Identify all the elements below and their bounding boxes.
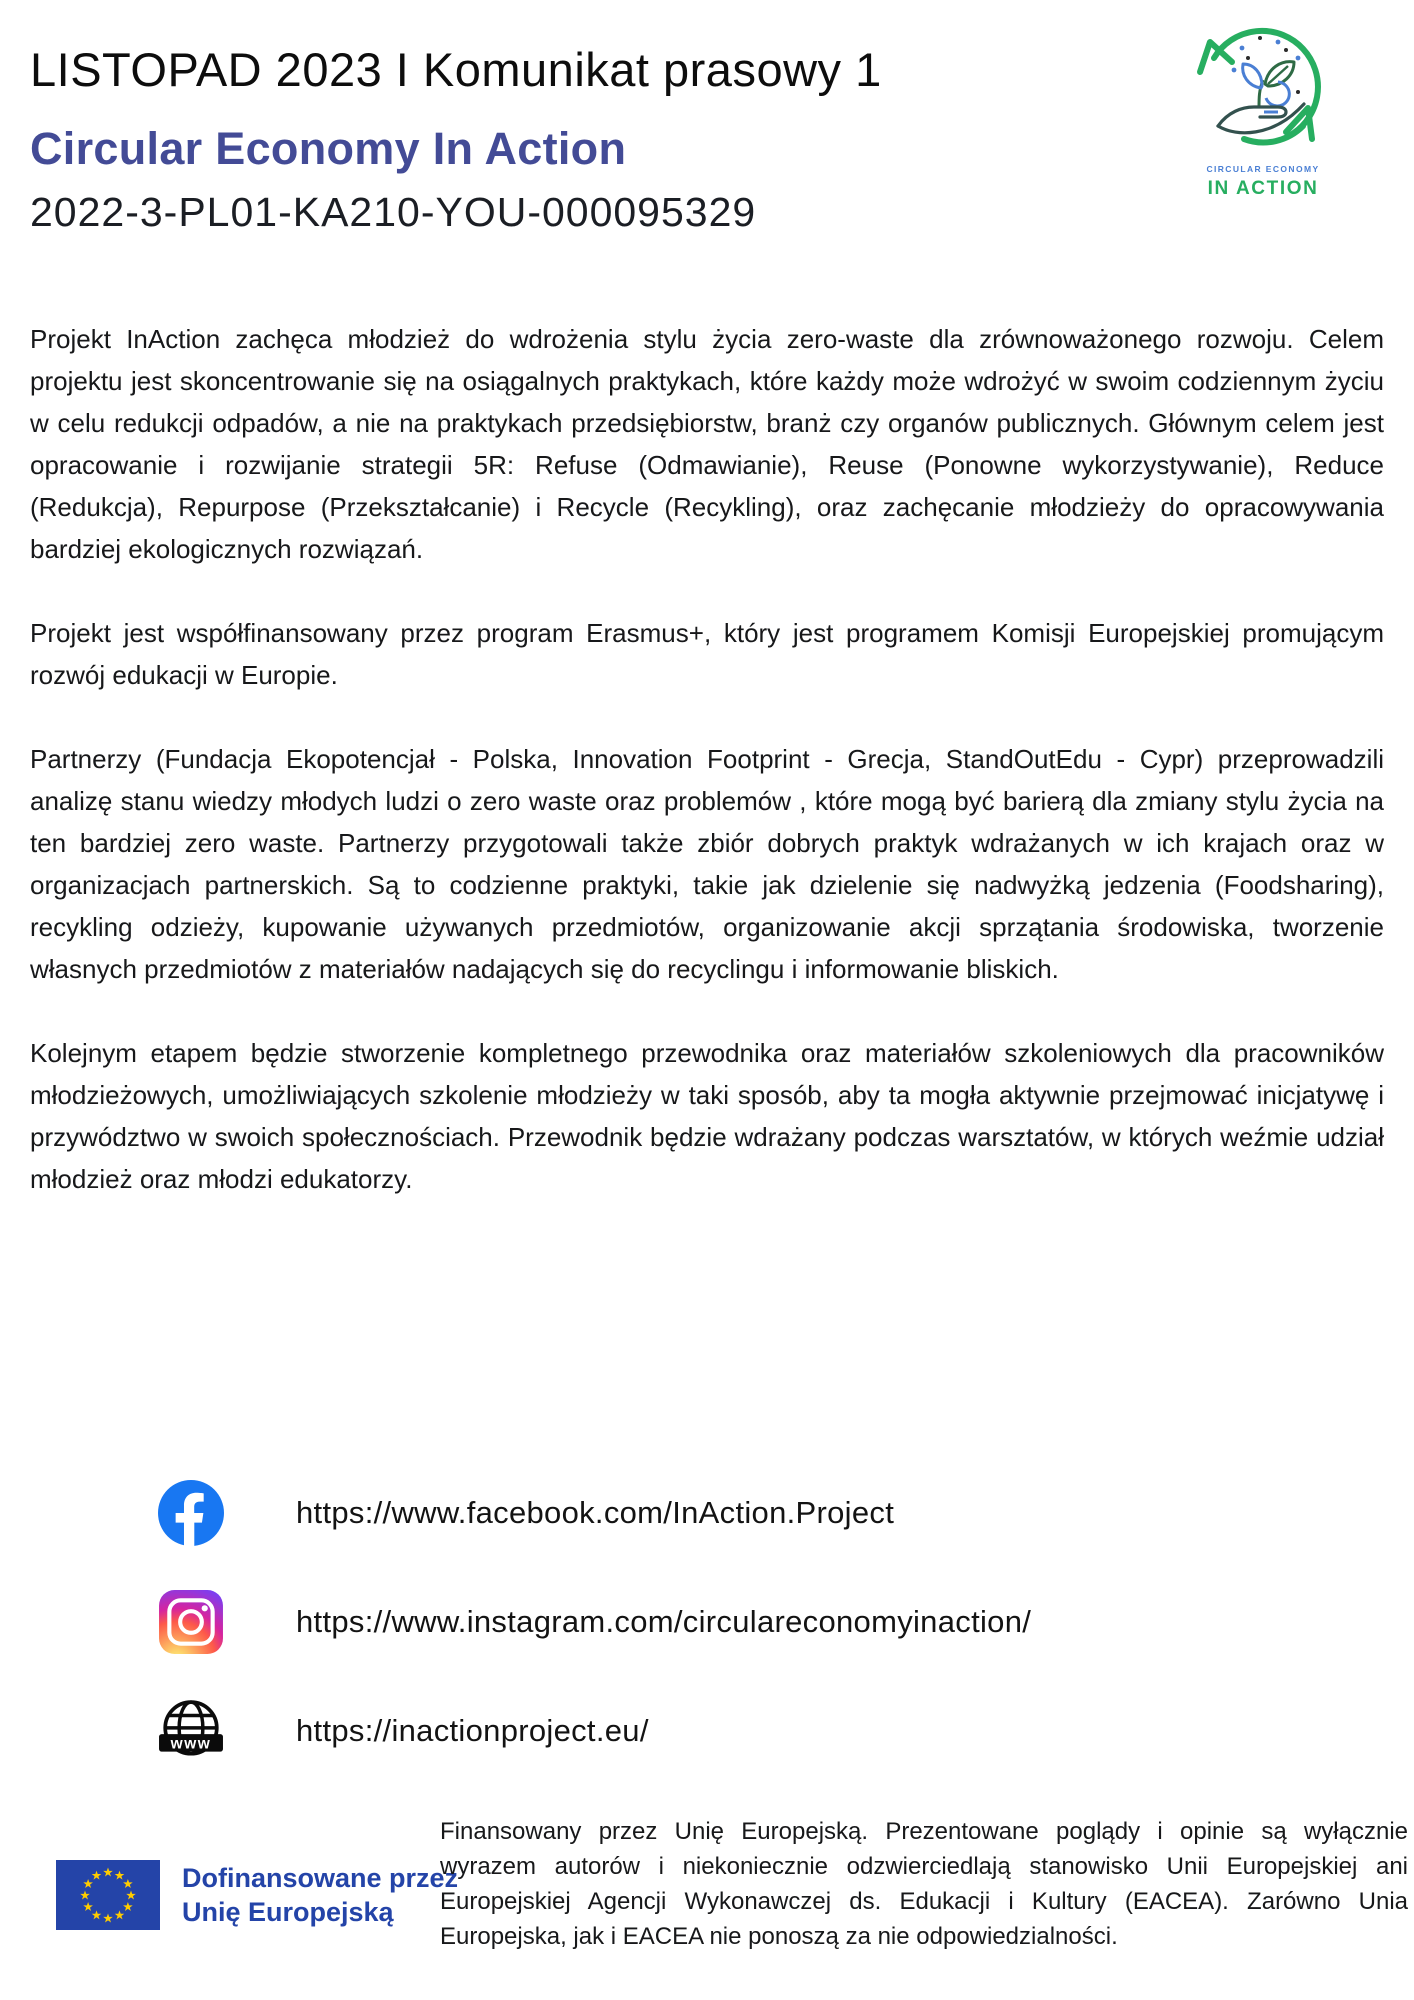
project-name: Circular Economy In Action — [30, 123, 627, 174]
facebook-url[interactable]: https://www.facebook.com/InAction.Project — [296, 1495, 895, 1530]
website-url[interactable]: https://inactionproject.eu/ — [296, 1713, 649, 1748]
logo-text-in-action: IN ACTION — [1207, 178, 1319, 199]
header — [30, 42, 1384, 236]
instagram-icon[interactable] — [158, 1589, 224, 1655]
eu-funding-label-line1: Dofinansowane przez — [182, 1863, 459, 1893]
facebook-icon[interactable] — [158, 1480, 224, 1546]
facebook-link-row — [158, 1480, 1031, 1546]
body-text — [30, 318, 1384, 1242]
instagram-url[interactable]: https://www.instagram.com/circulareconomyinaction/ — [296, 1604, 1032, 1639]
social-links — [158, 1480, 1031, 1807]
paragraph-project-intro: Projekt InAction zachęca młodzież do wdrożenia stylu życia zero-waste dla zrównoważonego rozwoju. Celem projektu jest skoncentrowanie się na osiągalnych praktykach, które każdy może wdrożyć w swoim codziennym życiu w celu redukcji odpadów, a nie na praktykach przedsiębiorstw, branż czy organów publicznych. Głównym celem jest opracowanie i rozwijanie strategii 5R: Refuse (Odmawianie), Reuse (Ponowne wykorzystywanie), Reduce (Redukcja), Repurpose (Przekształcanie) i Recycle (Recykling), oraz zachęcanie młodzieży do opracowywania bardziej ekologicznych rozwiązań. — [30, 324, 1384, 564]
paragraph-erasmus: Projekt jest współfinansowany przez program Erasmus+, który jest programem Komisji Europejskiej promującym rozwój edukacji w Europie. — [30, 618, 1384, 690]
website-globe-icon[interactable] — [158, 1698, 224, 1764]
eu-disclaimer-text: Finansowany przez Unię Europejską. Prezentowane poglądy i opinie są wyłącznie wyrazem autorów i niekoniecznie odzwierciedlają stanowisko Unii Europejskiej ani Europejskiej Agencji Wykonawczej ds. Edukacji i Kultury (EACEA). Zarówno Unia Europejska, jak i EACEA nie ponoszą za nie odpowiedzialności. — [440, 1818, 1408, 1950]
paragraph-next-steps: Kolejnym etapem będzie stworzenie kompletnego przewodnika oraz materiałów szkoleniowych dla pracowników młodzieżowych, umożliwiających szkolenie młodzieży w taki sposób, aby ta mogła aktywnie przejmować inicjatywę i przywództwo w swoich społecznościach. Przewodnik będzie wdrażany podczas warsztatów, w których weźmie udział młodzież oraz młodzi edukatorzy. — [30, 1038, 1384, 1194]
eu-funding-label — [182, 1861, 458, 1929]
logo-text-circular-economy: CIRCULAR ECONOMY — [1206, 164, 1320, 174]
eu-funding-label-line2: Unię Europejską — [182, 1897, 394, 1927]
paragraph-partners: Partnerzy (Fundacja Ekopotencjał - Polska, Innovation Footprint - Grecja, StandOutEdu - Cypr) przeprowadzili analizę stanu wiedzy młodych ludzi o zero waste oraz problemów , które mogą być barierą dla zmiany stylu życia na ten bardziej zero waste. Partnerzy przygotowali także zbiór dobrych praktyk wdrażanych w ich krajach oraz w organizacjach partnerskich. Są to codzienne praktyki, takie jak dzielenie się nadwyżką jedzenia (Foodsharing), recykling odzieży, kupowanie używanych przedmiotów, organizowanie akcji sprzątania środowiska, tworzenie własnych przedmiotów z materiałów nadających się do recyclingu i informowanie bliskich. — [30, 744, 1384, 984]
instagram-link-row — [158, 1589, 1031, 1655]
project-number: 2022-3-PL01-KA210-YOU-000095329 — [30, 189, 757, 235]
circular-economy-logo-icon — [1186, 8, 1344, 206]
website-link-row — [158, 1698, 1031, 1764]
eu-funding-logo — [56, 1860, 458, 1930]
eu-flag-icon — [56, 1860, 160, 1930]
page-title: LISTOPAD 2023 I Komunikat prasowy 1 — [30, 43, 882, 96]
footer — [0, 1800, 1414, 2000]
globe-www-text: www — [170, 1735, 212, 1753]
